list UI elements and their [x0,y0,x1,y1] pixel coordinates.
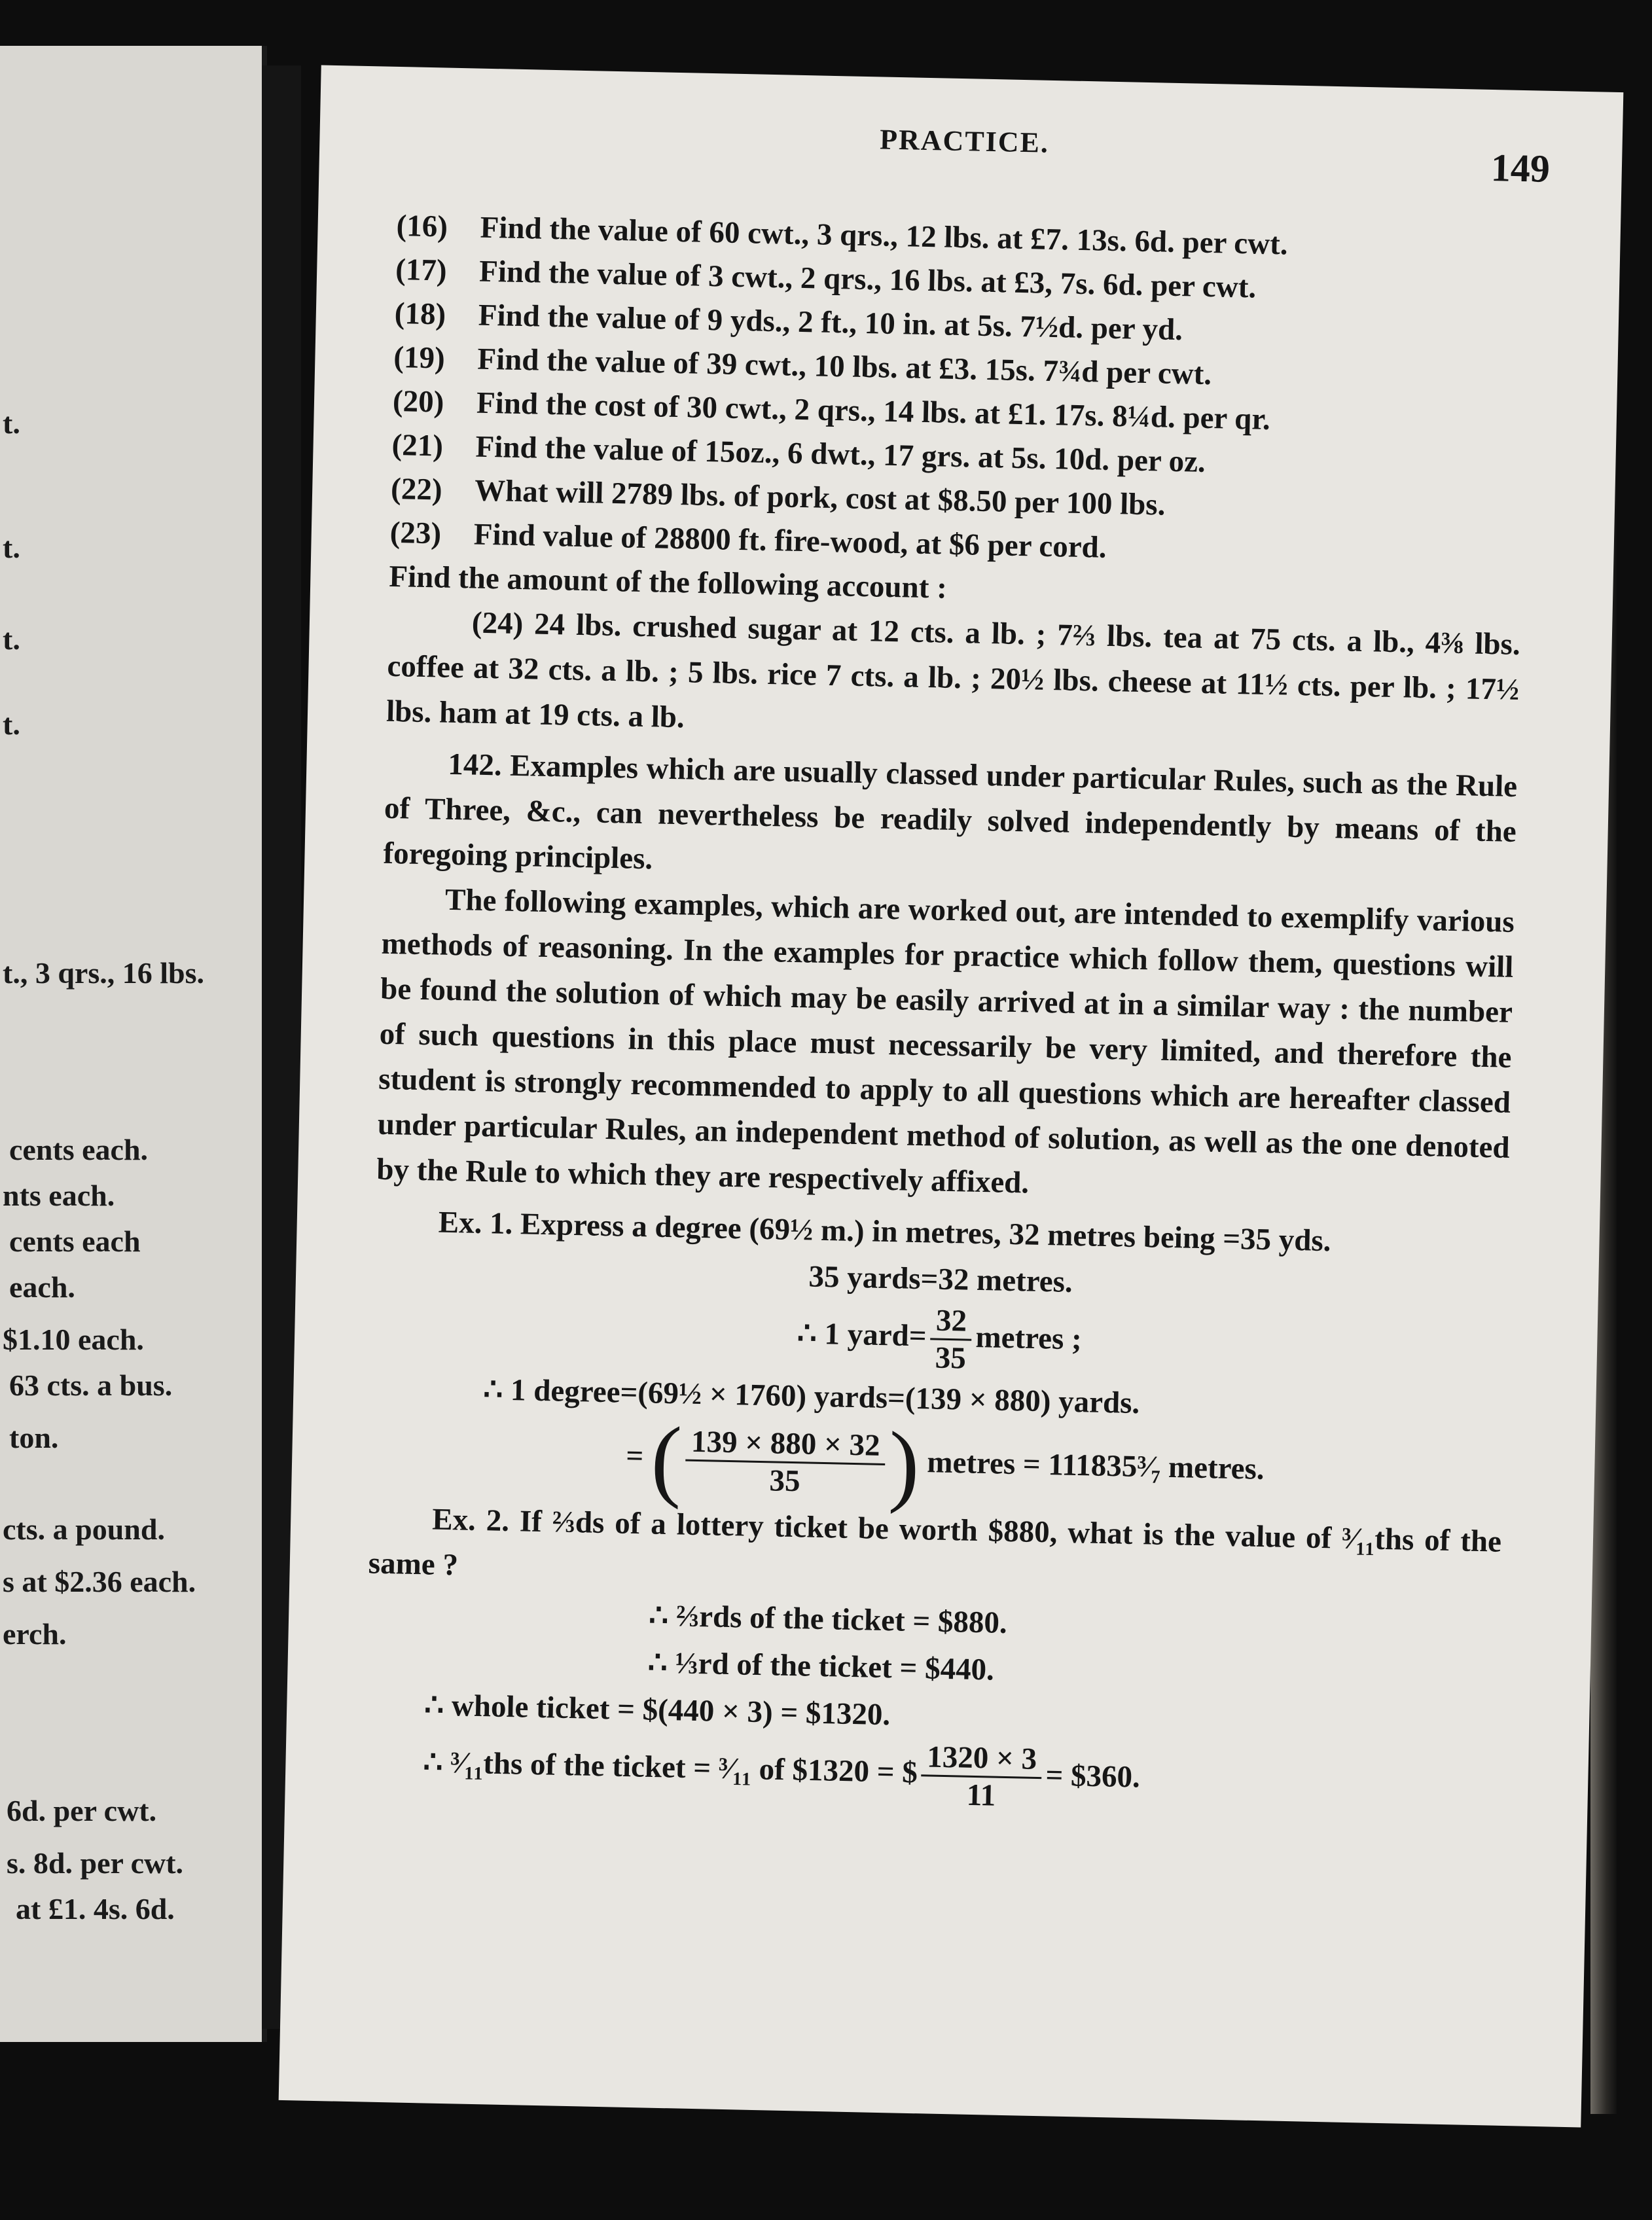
example-2-statement: Ex. 2. If ⅔ds of a lottery ticket be worth $880, what is the value of ³⁄₁₁ths of the same ? [368,1502,1502,1583]
exercise-24 [386,599,1520,758]
numerator: 1320 × 3 [922,1739,1043,1779]
page-number: 149 [1490,145,1551,190]
denominator: 35 [935,1340,967,1376]
running-head: PRACTICE. [879,123,1050,159]
left-fragment: 6d. per cwt. [7,1794,157,1827]
exercise-number: (24) [471,605,524,641]
denominator: 11 [966,1778,996,1813]
denominator: 35 [769,1463,801,1498]
right-paren: ) [888,1413,921,1516]
exercise-number: (17) [395,252,448,288]
left-paren: ( [650,1408,683,1511]
math-text: metres = 111835³⁄₇ metres. [926,1445,1265,1486]
exercise-number: (23) [389,515,442,551]
exercise-text: Find the cost of 30 cwt., 2 qrs., 14 lbs. at £1. 17s. 8¼d. per qr. [476,385,1271,437]
page-content [363,123,1551,1824]
exercise-text: What will 2789 lbs. of pork, cost at $8.50 per 100 lbs. [474,473,1166,522]
exercise-number: (18) [394,296,446,332]
left-fragment: t. [3,531,20,564]
section-142: 142. Examples which are usually classed under particular Rules, such as the Rule of Three, &c., can nevertheless be readily solved independently by means of the foregoing principles. [383,747,1518,876]
math-text: ∴ ³⁄₁₁ths of the ticket = ³⁄₁₁ of $1320 = $ [422,1745,918,1790]
numerator: 32 [930,1302,972,1340]
left-fragment: $1.10 each. [3,1323,144,1356]
left-fragment: cents each [9,1225,141,1258]
math-text: metres ; [975,1320,1083,1357]
left-fragment: ton. [9,1421,59,1454]
left-fragment: t. [3,406,20,440]
exercise-number: (19) [393,340,446,376]
left-fragment: cts. a pound. [3,1513,165,1546]
math-text: = $360. [1045,1758,1141,1795]
example-2-line: ∴ ⅔rds of the ticket = $880. [648,1598,1008,1640]
exercise-number: (22) [390,471,443,507]
exercise-list [389,204,1529,579]
left-fragment: nts each. [3,1179,115,1212]
left-fragment: at £1. 4s. 6d. [16,1892,175,1925]
exercise-text: Find the value of 9 yds., 2 ft., 10 in. at 5s. 7½d. per yd. [478,298,1183,348]
left-fragment: s at $2.36 each. [3,1565,196,1598]
account-intro: Find the amount of the following account : [388,559,948,605]
left-fragment: t. [3,622,20,656]
example-2-line: ∴ ⅓rd of the ticket = $440. [647,1645,995,1687]
exercise-number: (21) [391,427,444,463]
left-fragment: s. 8d. per cwt. [7,1846,184,1880]
left-facing-page [0,46,267,2042]
left-fragment: t., 3 qrs., 16 lbs. [3,956,204,990]
example-1-statement: Ex. 1. Express a degree (69½ m.) in metres, 32 metres being =35 yds. [438,1205,1332,1259]
example-1-line: ∴ 1 degree=(69½ × 1760) yards=(139 × 880) yards. [482,1372,1140,1421]
exercise-text: Find the value of 3 cwt., 2 qrs., 16 lbs. at £3, 7s. 6d. per cwt. [478,254,1257,305]
book-page [279,65,1624,2128]
left-fragment: 63 cts. a bus. [9,1369,173,1402]
exercise-text: Find the value of 39 cwt., 10 lbs. at £3. 15s. 7¾d per cwt. [476,342,1212,392]
exercise-text: Find the value of 15oz., 6 dwt., 17 grs. at 5s. 10d. per oz. [475,429,1206,479]
left-fragment: cents each. [9,1133,149,1166]
fraction [929,1302,972,1376]
math-text: ∴ 1 yard= [797,1316,927,1353]
exercise-number: (20) [392,384,444,420]
math-text: = [625,1439,644,1474]
left-fragment: erch. [3,1617,67,1651]
exercise-text: Find the value of 60 cwt., 3 qrs., 12 lbs. at £7. 13s. 6d. per cwt. [480,210,1289,262]
example-2-line: ∴ whole ticket = $(440 × 3) = $1320. [423,1688,891,1732]
numerator: 139 × 880 × 32 [685,1423,886,1465]
example-1-line: 35 yards=32 metres. [808,1259,1073,1299]
left-fragment: each. [9,1270,75,1304]
exercise-number: (16) [396,208,448,244]
following-paragraph: The following examples, which are worked out, are intended to exemplify various methods of reasoning. In the examples for practice which follow them, questions will be found the solution of which may be easily arrived at in a similar way : the number of such questions in this place must necessarily be very limited, and therefore the student is strongly recommended to apply to all questions which are hereafter classed under particular Rules, an independent method of solution, as well as the one denoted by the Rule to which they are respectively affixed. [376,882,1515,1200]
exercise-text: 24 lbs. crushed sugar at 12 cts. a lb. ; 7⅔ lbs. tea at 75 cts. a lb., 4⅜ lbs. coffee at 32 cts. a lb. ; 5 lbs. rice 7 cts. a lb. ; 20½ lbs. cheese at 11½ cts. per lb. ; 17½ lbs. ham at 19 cts. a lb. [386,607,1521,735]
left-fragment: t. [3,707,20,741]
fraction [921,1739,1043,1814]
fraction [685,1423,886,1500]
exercise-text: Find value of 28800 ft. fire-wood, at $6 per cord. [473,517,1107,565]
